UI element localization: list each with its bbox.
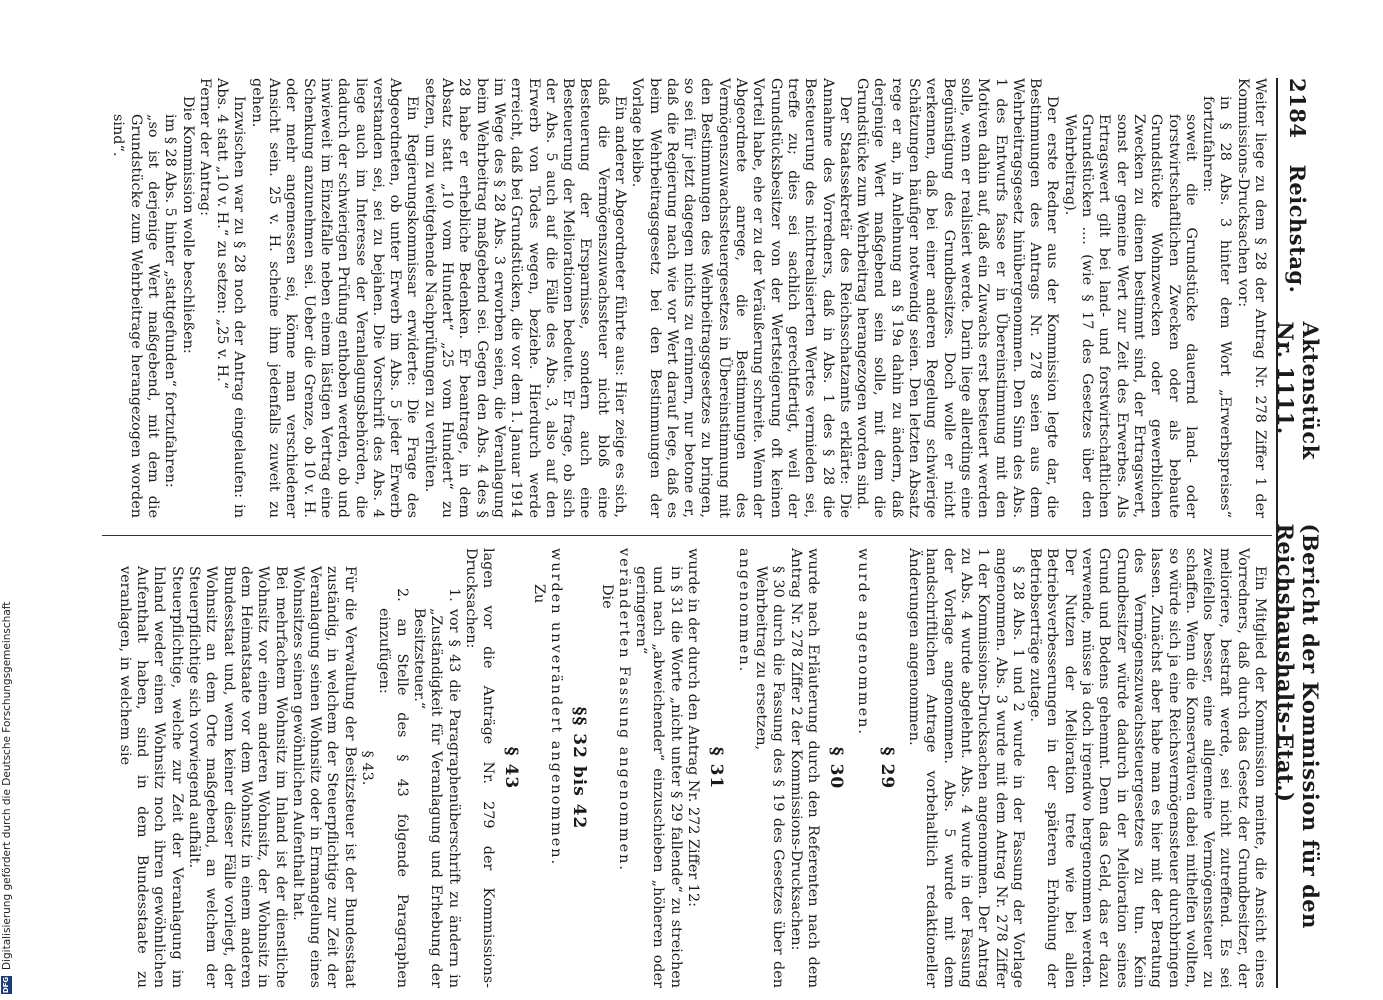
list-item: 2. an Stelle des § 43 folgende Paragraphen einzufügen:: [376, 588, 410, 988]
paragraph: Ein Mitglied der Kommission meinte, die Ansicht eines Vorredners, daß durch das Gesetz der Grundbesitzer, der melioriere, bestraft werde, sei nicht zutreffend. Es sei zweifellos besser, eine allgemeine Vermögenssteuer zu schaffen. Wenn die Konservativen dabei mithelfen wollten, so würde sich ja eine Reichsvermögenssteuer durchbringen lassen. Zunächst aber habe man es hier mit der Beratung des Vermögenszuwachssteuergesetzes zu tun. Kein Grundbesitzer würde dadurch in der Melioration seines Grund und Bodens gehemmt. Denn das Geld, das er dazu verwende, müsse ja doch irgendwo hergenommen werden. Der Nutzen der Melioration trete wie bei allen Betriebsverbesserungen in der späteren Erhöhung der Betriebserträge zutage.: [1027, 548, 1268, 988]
left-column: [109, 78, 1268, 518]
section-heading: § 31: [706, 746, 727, 790]
section-heading: § 43.: [359, 750, 376, 786]
paragraph: lagen vor die Anträge Nr. 279 der Kommissions-Drucksachen:: [462, 548, 497, 988]
page-number: 2184: [1285, 78, 1311, 139]
paragraph: Ferner der Antrag:: [196, 78, 213, 216]
paragraph: Die: [598, 584, 615, 609]
paragraph: wurde nach Erläuterung durch den Referenten nach dem Antrag Nr. 278 Ziffer 2 der Kommissions-Drucksachen:: [787, 548, 821, 988]
section-heading: §§ 32 bis 42: [569, 706, 590, 830]
quoted-text: soweit die Grundstücke dauernd land- oder forstwirtschaftlichen Zwecken oder als bebaute Grundstücke Wohnzwecken oder gewerblichen Zwecken zu dienen bestimmt sind, der Ertragswert, sonst der gemeine Wert zur Zeit des Erwerbes. Als Ertragswert gilt bei land- und forstwirtschaftlichen Grundstücken .... (wie § 17 des Gesetzes über den Wehrbeitrag).: [1061, 114, 1199, 518]
header-center: Aktenstück Nr. 1111.: [1273, 321, 1323, 460]
paragraph: Ein Regierungskommissar erwiderte: Die Frage des Abgeordneten, ob unter Erwerb im Abs. 5 jeder Erwerb verstanden sei, sei zu bejahen. Die Vorschrift des Abs. 4 liege auch im Interesse der Veranlagungsbehörden, die dadurch der schwierigen Prüfung enthoben werden, ob und inwieweit im Einzelfalle neben einem lästigen Vertrag eine Schenkung anzunehmen sei. Ueber die Grenze, ob 10 v. H. oder mehr angemessen sei, könne man verschiedener Ansicht sein. 25 v. H. scheine ihm jedenfalls zuweit zu gehen.: [248, 78, 421, 518]
paragraph: Bei mehrfachem Wohnsitz im Inland ist der dienstliche Wohnsitz vor einem anderen Wohnsitz, der Wohnsitz in dem Heimatstaate vor dem Wohnsitz in einem anderen Bundesstaat und, wenn keiner dieser Fälle vorliegt, der Wohnsitz an dem Orte maßgebend, an welchem der Steuerpflichtige sich vorwiegend aufhält.: [186, 566, 289, 988]
paragraph: Steuerpflichtige, welche zur Zeit der Veranlagung im Inland weder einen Wohnsitz noch ihren gewöhnlichen Aufenthalt haben, sind in dem Bundesstaate zu veranlagen, in welchem sie: [116, 566, 185, 988]
paragraph: Inzwischen war zu § 28 noch der Antrag eingelaufen: in Abs. 4 statt „10 v. H.“ zu setzen: „25 v. H.“: [214, 78, 248, 518]
paragraph: in § 28 Abs. 3 hinter dem Wort „Erwerbspreises“ fortzufahren:: [1200, 96, 1234, 518]
paragraph: im § 28 Abs. 5 hinter „stattgefunden“ fortzufahren:: [162, 114, 179, 488]
paragraph: wurde angenommen.: [855, 548, 872, 736]
credit-text: Digitalisierung gefördert durch die Deutsche Forschungsgemeinschaft: [0, 601, 13, 970]
paragraph: wurden unverändert angenommen.: [548, 548, 565, 867]
paragraph: Der erste Redner aus der Kommission legte dar, die Bestimmungen des Antrags Nr. 278 seien aus dem Wehrbeitragsgesetz hinübergenommen. Den Sinn des Abs. 1 des Entwurfs fasse er in Übereinstimmung mit den Motiven dahin auf, daß ein Zuwachs erst besteuert werden solle, wenn er realisiert werde. Darin liege allerdings eine Begünstigung des Grundbesitzes. Doch wolle er nicht verkennen, daß bei einer anderen Regelung schwierige Schätzungen häufiger notwendig seien. Den letzten Absatz rege er an, in Anlehnung an § 19a dahin zu ändern, daß derjenige Wert maßgebend sein solle, mit dem die Grundstücke zum Wehrbeitrag herangezogen worden sind.: [854, 78, 1061, 518]
header-rule: [1276, 78, 1278, 988]
section-heading: § 30: [826, 746, 847, 790]
section-heading: § 29: [876, 746, 897, 790]
paragraph: in § 31 die Worte „nicht unter § 29 fallende“ zu streichen und nach „abweichender“ einzuschieben „höheren oder geringeren“: [633, 566, 684, 988]
paragraph: angenommen.: [735, 548, 752, 674]
digitization-credit: [0, 0, 13, 1000]
list-item: 1. vor § 43 die Paragraphenüberschrift zu ändern in „Zuständigkeit für Veranlagung und Erhebung der Besitzsteuer.“: [410, 588, 462, 988]
header-left: Reichstag.: [1285, 164, 1311, 294]
header-right: (Bericht der Kommission für den Reichshaushalts-Etat.): [1273, 523, 1323, 929]
paragraph: Für die Verwaltung der Besitzsteuer ist der Bundesstaat zuständig, in welchem der Steuerpflichtige zur Zeit der Veranlagung seinen Wohnsitz oder in Ermangelung eines Wohnsitzes seinen gewöhnlichen Aufenthalt hat.: [289, 566, 358, 988]
right-column: [116, 548, 1268, 988]
column-divider: [102, 535, 1272, 536]
paragraph: Weiter liege zu dem § 28 der Antrag Nr. 278 Ziffer 1 der Kommissions-Drucksachen vor:: [1234, 78, 1268, 518]
paragraph: § 30 durch die Fassung des § 19 des Gesetzes über den Wehrbeitrag zu ersetzen,: [752, 566, 787, 988]
paragraph: veränderten Fassung angenommen.: [615, 548, 632, 872]
page-header: [1273, 78, 1323, 988]
section-heading: § 43: [501, 746, 522, 790]
dfg-logo-icon: DFG: [2, 976, 10, 994]
quoted-text: „so ist derjenige Wert maßgebend, mit dem die Grundstücke zum Wehrbeitrage herangezogen worden sind“.: [110, 114, 161, 518]
scanned-page: [88, 78, 1323, 988]
paragraph: Zu: [530, 584, 547, 604]
paragraph: Der Staatssekretär des Reichsschatzamts erklärte: Die Annahme des Vorredners, daß in Abs. 1 des § 28 die Besteuerung des nichtrealisierten Wertes vermieden sei, treffe zu; dies sei sachlich gerechtfertigt, weil der Grundstücksbesitzer von der Wertsteigerung oft keinen Vorteil habe, ehe er zu der Veräußerung schreite. Wenn der Abgeordnete anrege, die Bestimmungen des Vermögenszuwachssteuergesetzes in Übereinstimmung mit den Bestimmungen des Wehrbeitragsgesetzes zu bringen, so sei für jetzt dagegen nichts zu erinnern, nur betone er, daß die Regierung nach wie vor Wert darauf lege, daß es beim Wehrbeitragsgesetz bei den Bestimmungen der Vorlage bleibe.: [629, 78, 853, 518]
paragraph: Ein anderer Abgeordneter führte aus: Hier zeige es sich, daß die Vermögenszuwachssteuer nicht bloß eine Besteuerung der Ersparnisse, sondern auch eine Besteuerung der Meliorationen bedeute. Er frage, ob sich der Abs. 5 auch auf die Fälle des Abs. 3, also auf den Erwerb von Todes wegen, beziehe. Hierdurch werde erreicht, daß bei Grundstücken, die vor dem 1. Januar 1914 im Wege des § 28 Abs. 3 erworben seien, die Veranlagung beim Wehrbeitrag maßgebend sei. Gegen den Abs. 4 des § 28 habe er erhebliche Bedenken. Er beantrage, in dem Absatz statt „10 vom Hundert“ „25 vom Hundert“ zu setzen, um zu weitgehende Nachprüfungen zu verhüten.: [421, 78, 629, 518]
paragraph: Die Kommission wolle beschließen:: [179, 96, 196, 354]
paragraph: wurde in der durch den Antrag Nr. 272 Ziffer 12:: [685, 548, 702, 907]
paragraph: § 28 Abs. 1 und 2 wurde in der Fassung der Vorlage angenommen. Abs. 3 wurde mit dem Antrag Nr. 278 Ziffer 1 der Kommissions-Drucksachen angenommen. Der Antrag zu Abs. 4 wurde abgelehnt. Abs. 4 wurde in der Fassung der Vorlage angenommen. Abs. 5 wurde mit dem handschriftlichen Antrage vorbehaltlich redaktioneller Änderungen angenommen.: [906, 548, 1026, 988]
